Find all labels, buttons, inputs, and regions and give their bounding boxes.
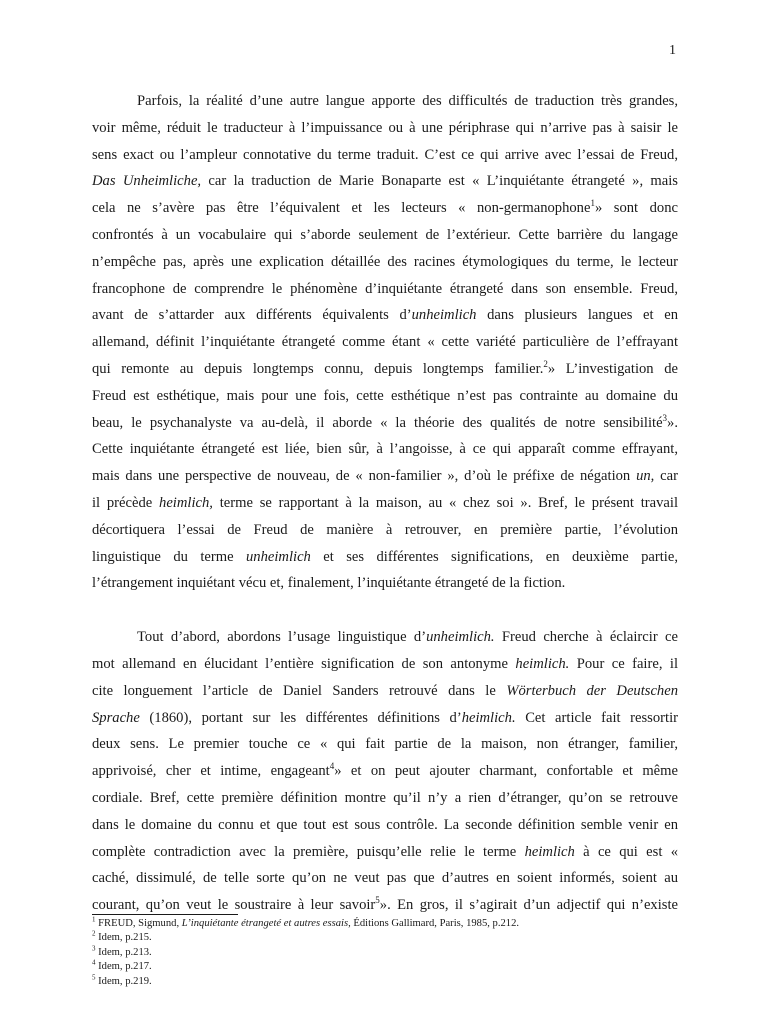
text-line [92, 865, 678, 892]
text-line [92, 705, 678, 732]
text-run: terme se rapportant à la maison, au « chez soi ». Bref, le présent travail [212, 494, 678, 511]
text-run: FREUD, Sigmund, [95, 918, 182, 929]
footnotes [92, 917, 678, 989]
text-run: dans le domaine du connu et que tout est sous contrôle. La seconde définition semble venir en [92, 816, 678, 833]
footnote [92, 931, 678, 945]
italic-term: Wörterbuch der Deutschen [506, 682, 679, 699]
footnote-ref: 3 [662, 412, 668, 423]
text-run: linguistique du terme [92, 548, 246, 565]
text-run: mot allemand en élucidant l’entière signification de son antonyme [92, 655, 516, 672]
text-run: cela ne s’avère pas être l’équivalent et les lecteurs « non-germanophone [92, 200, 591, 217]
text-line [92, 812, 678, 839]
text-run: car [654, 468, 678, 485]
text-line [92, 88, 678, 115]
text-run: Idem, p.215. [95, 932, 152, 944]
footnote-ref: 2 [543, 359, 548, 370]
text-run: l’étrangement inquiétant vécu et, finalement, l’inquiétante étrangeté de la fiction. [92, 575, 566, 592]
text-run: car la traduction de Marie Bonaparte est « L’inquiétante étrangeté », mais [201, 173, 678, 190]
text-line [92, 839, 678, 866]
text-run: apprivoisé, cher et intime, engageant [92, 763, 330, 780]
text-run: cordiale. Bref, cette première définition montre qu’il n’y a rien d’étranger, qu’on se retrouve [92, 789, 678, 806]
footnote-ref: 3 [92, 944, 96, 953]
italic-term: unheimlich [411, 307, 477, 324]
page-number: 1 [669, 43, 676, 58]
text-line [92, 168, 678, 195]
italic-term: un, [636, 468, 655, 485]
text-line [92, 463, 678, 490]
italic-term: unheimlich [246, 548, 311, 565]
text-run: et ses différentes significations, en deuxième partie, [310, 548, 678, 565]
text-run: Cette inquiétante étrangeté est liée, bien sûr, à l’angoisse, à ce qui apparaît comme effrayant, [92, 441, 678, 458]
text-line [92, 356, 678, 383]
text-run: Freud est esthétique, mais pour une fois, cette esthétique n’est pas contrainte au domaine du [92, 387, 678, 404]
paragraph [92, 88, 678, 597]
text-run: » et on peut ajouter charmant, confortable et même [334, 763, 678, 780]
text-run: Cet article fait ressortir [515, 709, 678, 726]
italic-term: unheimlich. [426, 629, 495, 646]
italic-term: heimlich, [159, 494, 213, 511]
text-line [92, 195, 678, 222]
footnote-ref: 5 [92, 973, 96, 982]
text-run: confrontés à un vocabulaire qui s’aborde seulement de l’extérieur. Cette barrière du langage [92, 226, 678, 243]
text-run: » L’investigation de [547, 360, 678, 377]
text-run: cite longuement l’article de Daniel Sanders retrouvé dans le [92, 682, 507, 699]
text-line [92, 517, 678, 544]
footnote-ref: 2 [92, 929, 96, 938]
footnote-ref: 4 [329, 761, 335, 772]
text-line [92, 436, 678, 463]
footnote-ref: 1 [92, 915, 96, 924]
text-run: ». [667, 414, 678, 431]
text-run: » sont donc [594, 200, 678, 217]
footnote [92, 975, 678, 989]
text-run: Tout d’abord, abordons l’usage linguistique d’ [137, 629, 427, 646]
text-run: Parfois, la réalité d’une autre langue apporte des difficultés de traduction très grandes, [137, 93, 678, 109]
text-line [92, 624, 678, 651]
text-run: sens exact ou l’ampleur connotative du terme traduit. C’est ce qui arrive avec l’essai de Freud, [92, 146, 678, 163]
italic-term: heimlich. [461, 709, 516, 726]
text-line [92, 302, 678, 329]
text-line [92, 249, 678, 276]
footnote-ref: 4 [92, 958, 96, 967]
text-line [92, 329, 678, 356]
text-run: décortiquera l’essai de Freud de manière à retrouver, en première partie, l’évolution [92, 521, 678, 538]
text-run: (1860), portant sur les différentes définitions d’ [139, 709, 462, 726]
footnote-ref: 1 [590, 198, 595, 209]
body-text [92, 88, 678, 919]
text-run: Idem, p.213. [95, 946, 152, 958]
paragraph [92, 624, 678, 919]
text-line [92, 383, 678, 410]
text-line [92, 758, 678, 785]
text-line [92, 570, 678, 597]
text-line [92, 544, 678, 571]
footnote-separator [92, 914, 238, 915]
text-run: deux sens. Le premier touche ce « qui fait partie de la maison, non étranger, familier, [92, 736, 678, 753]
text-run: Idem, p.219. [95, 975, 152, 987]
text-line [92, 276, 678, 303]
text-run: mais dans une perspective de nouveau, de « non-familier », d’où le préfixe de négation [92, 468, 637, 485]
italic-term: Das Unheimliche, [92, 173, 202, 190]
text-line [92, 490, 678, 517]
text-run: Pour ce faire, il [569, 655, 679, 672]
footnote [92, 946, 678, 960]
text-line [92, 651, 678, 678]
text-run: ». En gros, il s’agirait d’un adjectif qui n’existe [379, 897, 678, 914]
text-line [92, 115, 678, 142]
italic-term: heimlich. [515, 655, 570, 672]
text-run: à ce qui est « [574, 843, 678, 860]
text-run: beau, le psychanalyste va au-delà, il aborde « la théorie des qualités de notre sensibilité [92, 414, 663, 431]
text-run: n’empêche pas, après une explication détaillée des racines étymologiques du terme, le lecteur [92, 253, 678, 270]
text-run: voir même, réduit le traducteur à l’impuissance ou à une périphrase qui n’arrive pas à saisir le [92, 119, 678, 136]
text-line [92, 785, 678, 812]
text-line [92, 678, 678, 705]
footnote [92, 960, 678, 974]
text-run: Freud cherche à éclaircir ce [494, 629, 678, 646]
text-run: allemand, définit l’inquiétante étrangeté comme étant « cette variété particulière de l’effrayant [92, 334, 678, 351]
footnote [92, 917, 678, 931]
text-line [92, 410, 678, 437]
text-line [92, 142, 678, 169]
italic-term: Sprache [92, 709, 140, 726]
text-run: il précède [92, 494, 160, 511]
text-run: qui remonte au depuis longtemps connu, depuis longtemps familier. [92, 360, 544, 377]
text-run: avant de s’attarder aux différents équivalents d’ [92, 307, 412, 324]
text-run: courant, qu’on veut le soustraire à leur savoir [92, 897, 376, 914]
text-run: caché, dissimulé, de telle sorte qu’on ne veut pas que d’autres en soient informés, soient au [92, 870, 678, 887]
text-line [92, 731, 678, 758]
text-run: Idem, p.217. [95, 961, 152, 973]
text-run: dans plusieurs langues et en [476, 307, 678, 324]
text-line [92, 222, 678, 249]
footnote-ref: 5 [375, 895, 380, 906]
text-run: Éditions Gallimard, Paris, 1985, p.212. [350, 918, 520, 929]
italic-term: L’inquiétante étrangeté et autres essais, [181, 918, 351, 929]
italic-term: heimlich [524, 843, 575, 860]
text-run: complète contradiction avec la première, puisqu’elle relie le terme [92, 843, 525, 860]
text-run: francophone de comprendre le phénomène d’inquiétante étrangeté dans son ensemble. Freud, [92, 280, 678, 297]
